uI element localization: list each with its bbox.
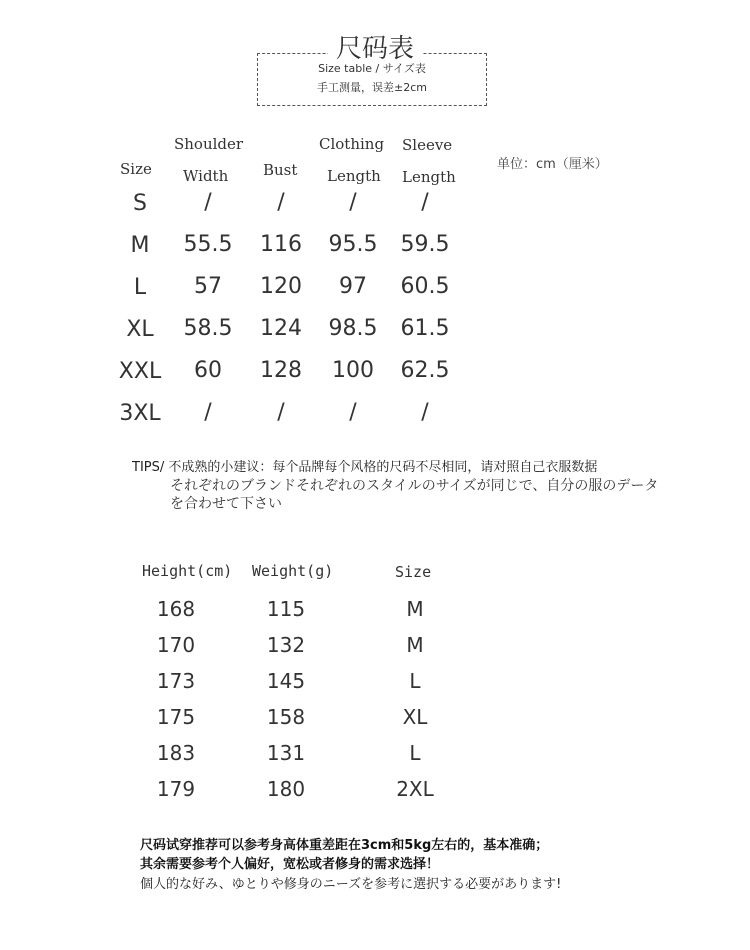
row-size: XL xyxy=(126,317,154,342)
header-bust: Bust xyxy=(263,161,298,179)
row-shoulder: 58.5 xyxy=(183,316,233,341)
fit-height: 175 xyxy=(156,705,196,729)
fit-weight: 131 xyxy=(266,741,306,765)
tips-chinese: TIPS/ 不成熟的小建议：每个品牌每个风格的尺码不尽相同，请对照自己衣服数据 xyxy=(132,460,598,475)
row-size: 3XL xyxy=(119,401,161,426)
header-shoulder-bottom: Width xyxy=(183,167,229,185)
fit-height: 179 xyxy=(156,777,196,801)
row-shoulder: 55.5 xyxy=(183,232,233,257)
header-sleeve-top: Sleeve xyxy=(402,136,453,154)
header-clothing-bottom: Length xyxy=(327,167,381,185)
row-bust: 120 xyxy=(260,274,302,299)
row-bust: 116 xyxy=(260,232,302,257)
row-bust: / xyxy=(277,190,285,215)
page-title: 尺码表 xyxy=(0,28,750,65)
row-length: 97 xyxy=(339,274,367,299)
header-height: Height(cm) xyxy=(142,562,233,580)
fit-size: L xyxy=(409,741,421,765)
row-bust: 124 xyxy=(260,316,302,341)
row-shoulder: / xyxy=(204,190,212,215)
fit-height: 173 xyxy=(156,669,196,693)
row-sleeve: 62.5 xyxy=(400,358,450,383)
header-shoulder-top: Shoulder xyxy=(174,135,244,153)
row-length: 98.5 xyxy=(328,316,378,341)
subtitle: Size table / サイズ表 xyxy=(318,62,426,75)
row-bust: / xyxy=(277,400,285,425)
fit-weight: 158 xyxy=(266,705,306,729)
measurement-note: 手工测量，误差±2cm xyxy=(317,81,427,94)
row-size: XXL xyxy=(118,359,162,384)
fit-size: M xyxy=(406,597,424,621)
row-length: / xyxy=(349,190,357,215)
fit-size: XL xyxy=(402,705,428,729)
row-sleeve: / xyxy=(421,400,429,425)
header-fit-size: Size xyxy=(395,563,432,581)
row-length: 100 xyxy=(332,358,374,383)
fit-height: 170 xyxy=(156,633,196,657)
unit-label: 单位：cm（厘米） xyxy=(497,157,608,172)
fit-height: 168 xyxy=(156,597,196,621)
row-length: / xyxy=(349,400,357,425)
fit-weight: 145 xyxy=(266,669,306,693)
footer-line-1: 尺码试穿推荐可以参考身高体重差距在3cm和5kg左右的，基本准确； xyxy=(140,838,549,853)
header-size: Size xyxy=(120,160,152,178)
footer-line-3: 個人的な好み、ゆとりや修身のニーズを参考に選択する必要があります! xyxy=(140,877,562,892)
row-shoulder: 60 xyxy=(194,358,222,383)
row-size: S xyxy=(133,191,147,216)
fit-weight: 180 xyxy=(266,777,306,801)
row-sleeve: 60.5 xyxy=(400,274,450,299)
fit-height: 183 xyxy=(156,741,196,765)
fit-size: 2XL xyxy=(396,777,434,801)
row-shoulder: 57 xyxy=(194,274,222,299)
tips-japanese: それぞれのブランドそれぞれのスタイルのサイズが同じで、自分の服のデータを合わせて下さい xyxy=(170,478,659,512)
row-sleeve: 59.5 xyxy=(400,232,450,257)
footer-line-2: 其余需要参考个人偏好，宽松或者修身的需求选择！ xyxy=(140,857,440,872)
row-size: M xyxy=(130,233,150,258)
row-length: 95.5 xyxy=(328,232,378,257)
row-bust: 128 xyxy=(260,358,302,383)
header-sleeve-bottom: Length xyxy=(402,168,456,186)
fit-size: L xyxy=(409,669,421,693)
row-size: L xyxy=(133,275,147,300)
fit-size: M xyxy=(406,633,424,657)
row-sleeve: 61.5 xyxy=(400,316,450,341)
header-weight: Weight(g) xyxy=(252,562,334,580)
row-shoulder: / xyxy=(204,400,212,425)
fit-weight: 115 xyxy=(266,597,306,621)
fit-weight: 132 xyxy=(266,633,306,657)
header-clothing-top: Clothing xyxy=(319,135,385,153)
row-sleeve: / xyxy=(421,190,429,215)
